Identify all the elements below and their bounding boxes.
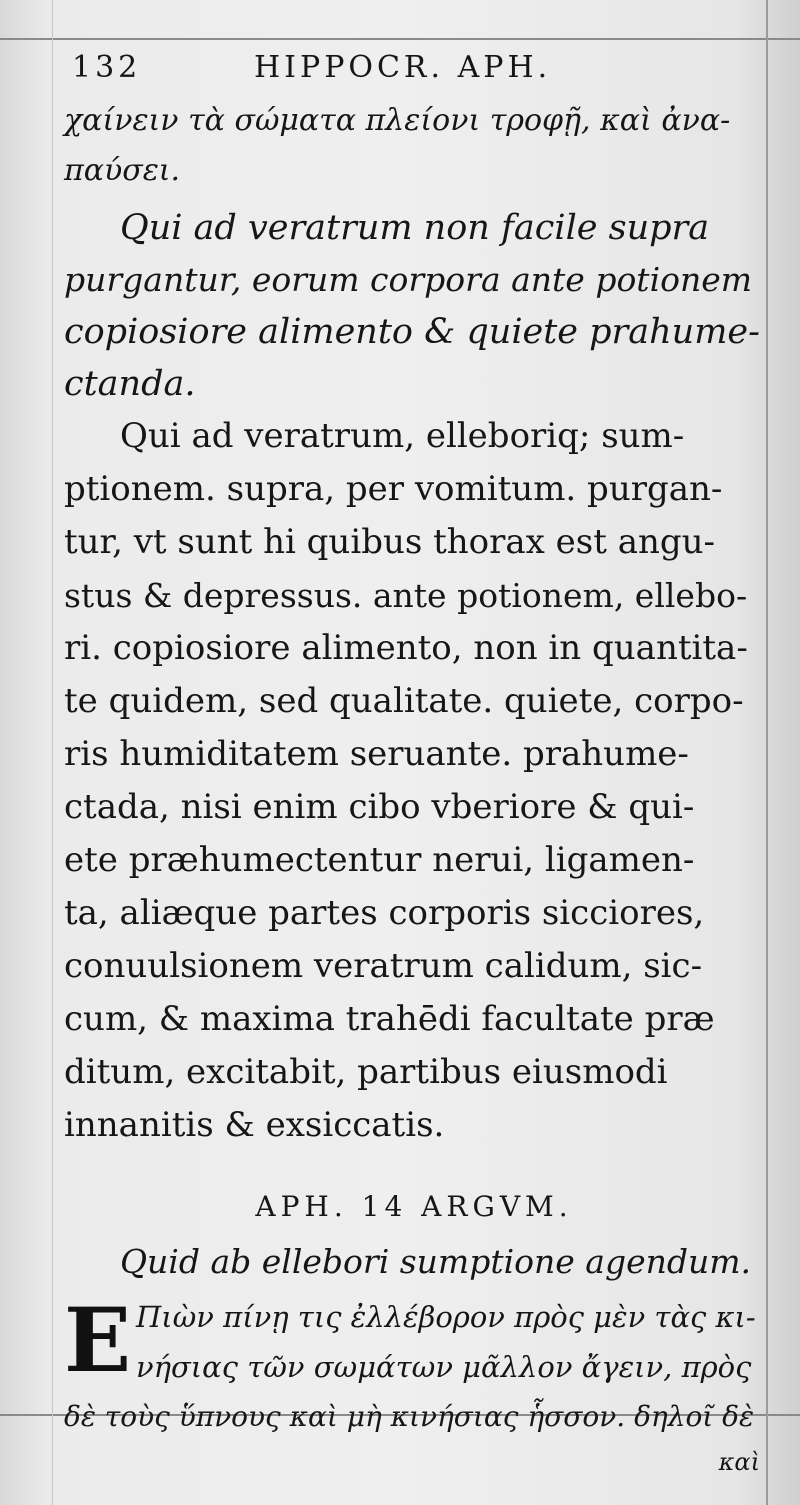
catchword: καὶ — [718, 1448, 760, 1476]
page-gutter-line — [766, 0, 768, 1505]
commentary-line: conuulsionem veratrum calidum, sic- — [64, 946, 703, 986]
commentary-line: ris humiditatem seruante. prahume- — [64, 734, 689, 774]
running-title: HIPPOCR. APH. — [254, 50, 552, 85]
greek-line: δὲ τοὺς ὕπνους καὶ μὴ κινήσιας ἧσσον. δηλοῖ δὲ — [64, 1400, 755, 1433]
commentary-paragraph — [64, 410, 764, 1152]
page-number: 132 — [72, 50, 142, 85]
commentary-line: tur, vt sunt hi quibus thorax est angu- — [64, 522, 716, 562]
latin-aphorism — [64, 202, 764, 410]
commentary-line: ptionem. supra, per vomitum. purgan- — [64, 469, 723, 509]
commentary-line: ri. copiosiore alimento, non in quantita- — [64, 628, 748, 668]
greek-aphorism — [64, 1288, 764, 1442]
page-body — [64, 40, 764, 1482]
aphorism-line: purgantur, eorum corpora ante potionem — [64, 260, 753, 299]
commentary-line: cum, & maxima trahēdi facultate præ — [64, 999, 715, 1039]
commentary-line: ditum, excitabit, partibus eiusmodi — [64, 1052, 668, 1092]
commentary-line: stus & depressus. ante potionem, ellebo- — [64, 576, 748, 615]
commentary-line: Qui ad veratrum, elleboriq; sum- — [120, 416, 685, 456]
running-header — [64, 40, 764, 96]
greek-continuation — [64, 96, 764, 196]
initial-capital: E — [64, 1288, 132, 1392]
section-heading: APH. 14 ARGVM. — [255, 1190, 573, 1223]
commentary-line: ta, aliæque partes corporis sicciores, — [64, 893, 705, 933]
commentary-line: innanitis & exsiccatis. — [64, 1105, 445, 1145]
greek-line: παύσει. — [64, 153, 181, 188]
commentary-line: ctada, nisi enim cibo vberiore & qui- — [64, 787, 695, 827]
left-margin-line — [52, 0, 53, 1505]
aphorism-line: copiosiore alimento & quiete prahume- — [64, 312, 760, 352]
greek-line: χαίνειν τὰ σώματα πλείονι τροφῇ, καὶ ἀνα- — [64, 103, 731, 138]
commentary-line: ete præhumectentur nerui, ligamen- — [64, 840, 695, 880]
greek-line: νήσιας τῶν σωμάτων μᾶλλον ἄγειν, πρὸς — [136, 1350, 752, 1384]
commentary-line: te quidem, sed qualitate. quiete, corpo- — [64, 681, 744, 721]
argument-line: Quid ab ellebori sumptione agendum. — [120, 1242, 752, 1281]
greek-line: Πιὼν πίνῃ τις ἐλλέβορον πρὸς μὲν τὰς κι- — [136, 1300, 756, 1334]
aphorism-line: ctanda. — [64, 364, 196, 404]
aphorism-line: Qui ad veratrum non facile supra — [120, 208, 710, 248]
